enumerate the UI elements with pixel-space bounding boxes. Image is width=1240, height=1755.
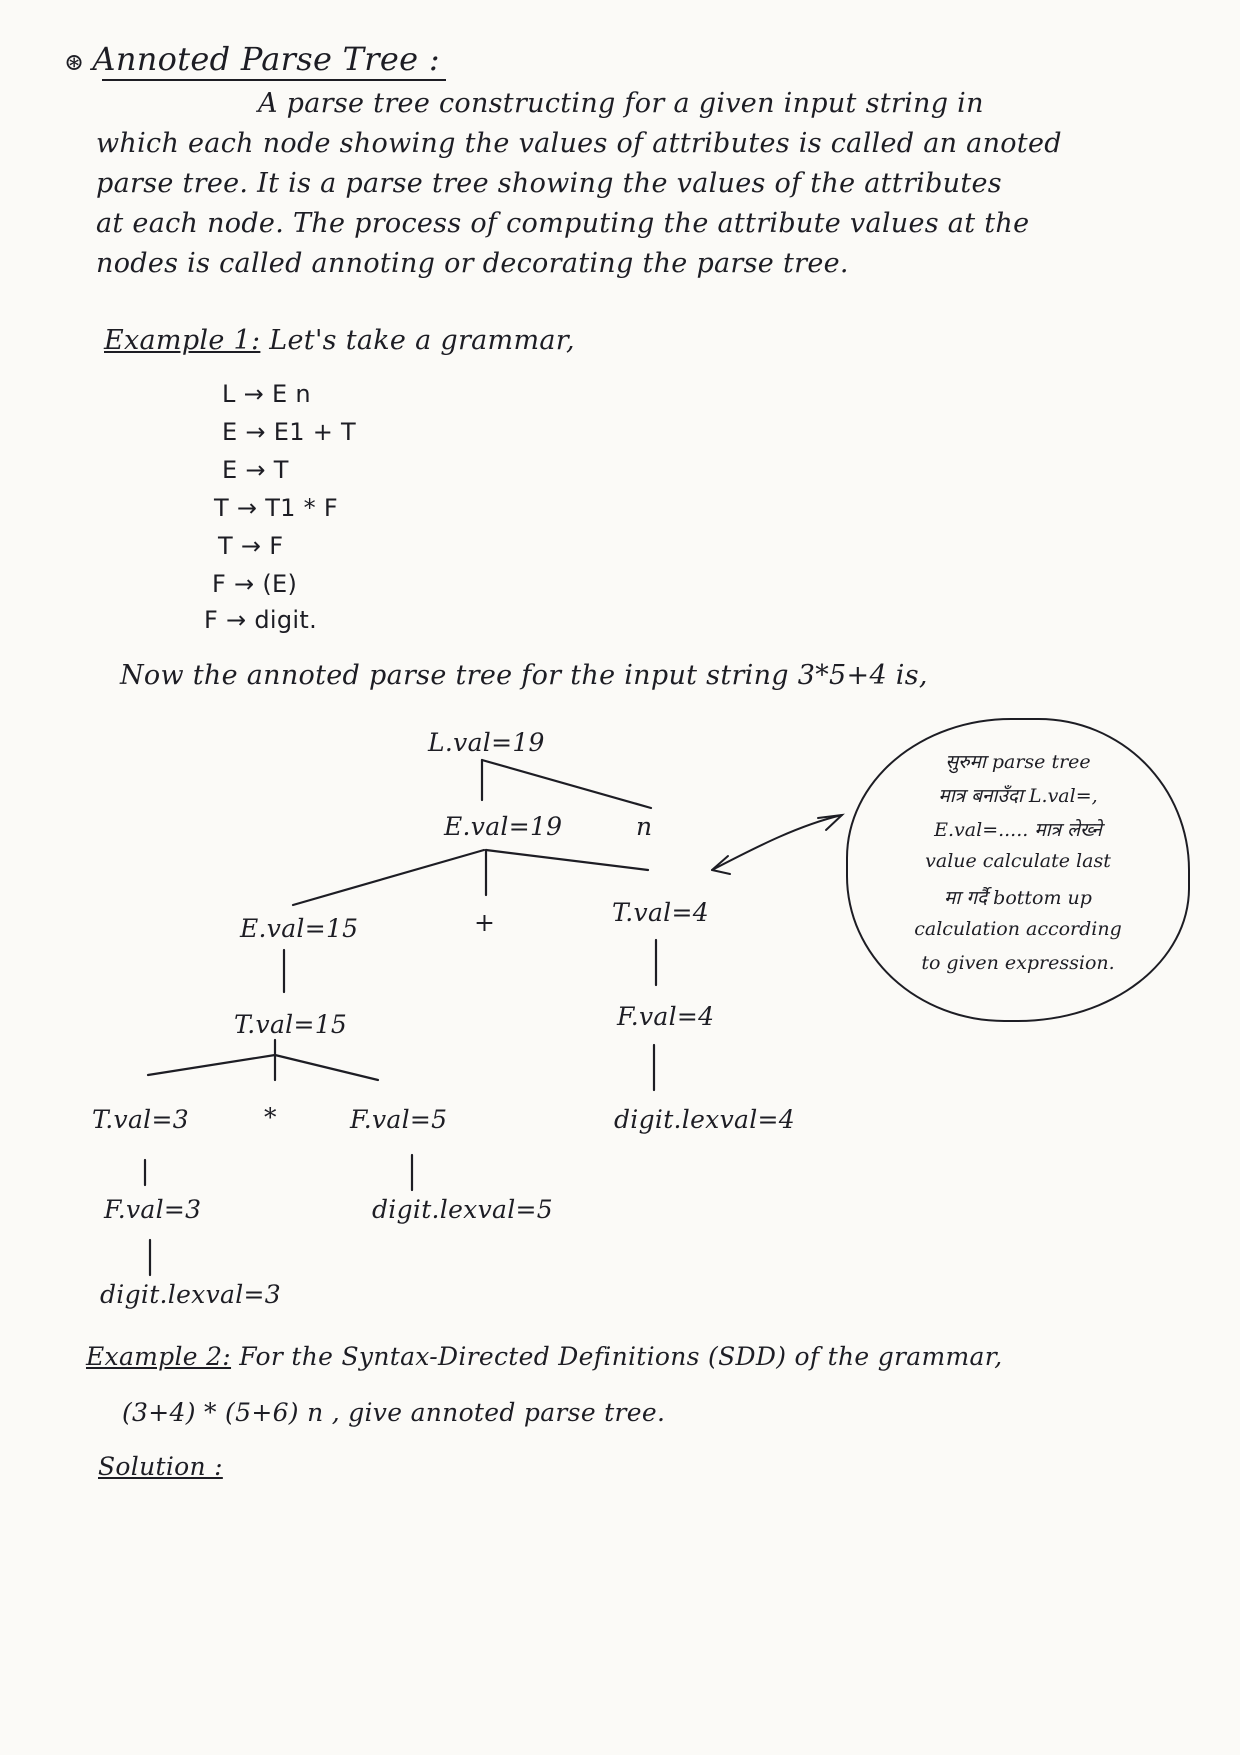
edge-e-to-e [293, 850, 484, 905]
tree-node-f-mid: F.val=5 [350, 1105, 448, 1134]
tree-node-digit-right: digit.lexval=4 [614, 1105, 795, 1134]
grammar-rule-7: F → digit. [204, 606, 318, 634]
side-note-bubble [846, 718, 1190, 1022]
tree-node-t-left: T.val=3 [92, 1105, 189, 1134]
edge-t-to-t-left [148, 1055, 275, 1075]
tree-node-t-mid: T.val=15 [234, 1010, 348, 1039]
note-line-2: मात्र बनाउँदा L.val=, [938, 785, 1098, 807]
asterisk-bullet-icon: ⊛ [64, 48, 85, 76]
grammar-rule-6: F → (E) [212, 570, 298, 598]
grammar-rule-1: L → E n [222, 380, 311, 408]
paragraph-line-3: parse tree. It is a parse tree showing the values of the attributes [96, 168, 1002, 199]
edge-t-to-f-mid [275, 1055, 378, 1080]
edge-root-to-n [482, 760, 651, 808]
arrow-tail-icon [818, 815, 842, 830]
paragraph-line-2: which each node showing the values of attributes is called an anoted [96, 128, 1062, 159]
tree-node-f-left: F.val=3 [104, 1195, 202, 1224]
grammar-rule-5: T → F [218, 532, 284, 560]
edge-spacer [648, 868, 720, 870]
example2-heading: Example 2: For the Syntax-Directed Definitions (SDD) of the grammar, [86, 1342, 1003, 1371]
edge-e-to-t [486, 850, 648, 870]
paragraph-line-4: at each node. The process of computing the attribute values at the [96, 208, 1030, 239]
note-line-4: value calculate last [925, 850, 1111, 872]
grammar-rule-4: T → T1 * F [214, 494, 339, 522]
tree-node-root: L.val=19 [428, 728, 545, 757]
note-line-7: to given expression. [921, 952, 1115, 974]
page-title: ⊛ Annoted Parse Tree : [64, 40, 440, 78]
note-line-5: मा गर्दै bottom up [944, 887, 1092, 909]
tree-node-star: * [264, 1103, 277, 1132]
note-line-1: सुरुमा parse tree [945, 751, 1091, 773]
example1-heading: Example 1: Let's take a grammar, [104, 325, 575, 356]
note-pointer-arrow [712, 815, 842, 870]
input-string-sentence: Now the annoted parse tree for the input string 3*5+4 is, [120, 660, 928, 691]
paragraph-line-1: A parse tree constructing for a given input string in [258, 88, 984, 119]
tree-node-n: n [636, 812, 653, 841]
tree-node-e-left: E.val=15 [240, 914, 359, 943]
paragraph-line-5: nodes is called annoting or decorating the parse tree. [96, 248, 849, 279]
tree-node-t-right: T.val=4 [612, 898, 709, 927]
note-line-6: calculation according [914, 918, 1122, 940]
tree-node-digit-mid: digit.lexval=5 [372, 1195, 553, 1224]
grammar-rule-2: E → E1 + T [222, 418, 356, 446]
note-line-3: E.val=..... मात्र लेख्ने [934, 819, 1102, 841]
tree-node-plus: + [474, 908, 496, 937]
tree-node-digit-left: digit.lexval=3 [100, 1280, 281, 1309]
example2-expression: (3+4) * (5+6) n , give annoted parse tree. [122, 1398, 666, 1427]
grammar-rule-3: E → T [222, 456, 289, 484]
tree-node-e-root: E.val=19 [444, 812, 563, 841]
solution-label: Solution : [98, 1452, 223, 1481]
tree-node-f-right: F.val=4 [617, 1002, 715, 1031]
